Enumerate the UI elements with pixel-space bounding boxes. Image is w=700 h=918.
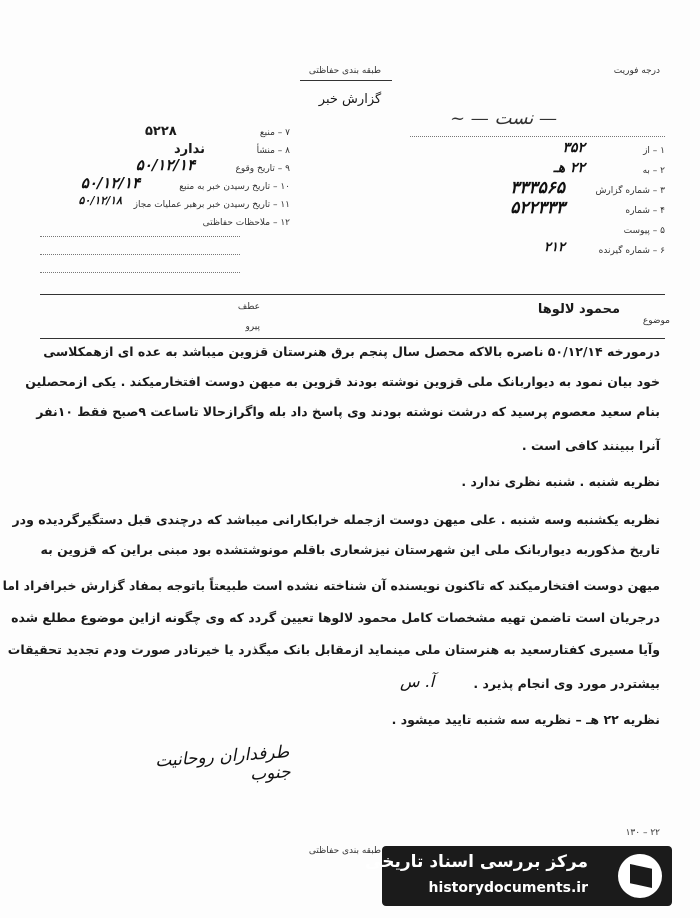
body-line-1: درمورخه ۵۰/۱۲/۱۴ ناصره بالاکه محصل سال پنجم برق هنرستان قزوین میباشد به عده ای ازهمکلاسی (43, 344, 660, 359)
body-line-5: نظریه شنبه . شنبه نظری ندارد . (461, 474, 660, 489)
classification-top-underline (300, 80, 392, 81)
left-dotted-line-2 (40, 254, 240, 255)
final-note: نظریه ۲۲ هـ – نظریه سه شنبه تایید میشود . (391, 712, 660, 727)
field-date-leader-value: ۵۰/۱۲/۱۸ (78, 194, 122, 207)
field-date-value: ۵۰/۱۲/۱۴ (135, 156, 195, 174)
field-source-value: ۵۲۲۸ (145, 124, 177, 139)
classification-bottom: طبقه بندی حفاظتی (308, 846, 382, 856)
field-number-value: ۵۲۲۳۳۳ (510, 198, 565, 218)
body-line-3: بنام سعید معصوم پرسید که درشت نوشته بودند وی پاسخ داد بله واگرازحالا تاساعت ۹صبح فقط ۱۰نفر (36, 404, 660, 419)
watermark-banner (365, 846, 672, 906)
field-origin-label: ۸ – منشأ (256, 146, 290, 156)
field-from-label: ۱ – از (643, 146, 665, 156)
right-fields-block (400, 108, 665, 278)
field-date-source-value: ۵۰/۱۲/۱۴ (80, 174, 140, 192)
document-priority-label: درجه فوریت (613, 66, 660, 76)
signature-initial: آ. س (400, 672, 435, 691)
left-dotted-line-3 (40, 272, 240, 273)
body-line-10: وآیا مسیری کفتارسعید به هنرستان ملی مینماید ازمقابل بانک میگذرد یا خیرتادر صورت ودم تجدید تحقیقات (7, 642, 660, 657)
field-date-source-label: ۱۰ – تاریخ رسیدن خبر به منبع (179, 182, 290, 192)
left-fields-block (40, 124, 290, 288)
field-date-label: ۹ – تاریخ وقوع (235, 164, 290, 174)
body-line-6: نظریه یکشنبه وسه شنبه . علی میهن دوست ازجمله خرابکارانی میباشد که درچندی قبل دستگیرگردیده ودر (12, 512, 660, 527)
field-origin-value: ندارد (173, 142, 205, 157)
stamp-scribble-icon: ~ — ﻧﺴﺖ — (450, 108, 558, 129)
body-line-7: تاریخ مذکوربه دیواربانک ملی این شهرستان نیزشعاری باقلم مونوشتشده بود مبنی براین که قزوین به (40, 542, 660, 557)
subject-separator (40, 338, 665, 339)
body-line-9: درجریان است تاضمن تهیه مشخصات کامل محمود لالوها تعیین گردد که وی چگونه ازاین موضوع مطلع شده (11, 610, 660, 625)
subject-label: موضوع (642, 316, 670, 326)
classification-top: طبقه بندی حفاظتی (308, 66, 382, 76)
field-from-value: ۳۵۲ (562, 140, 585, 156)
field-attachment-label: ۵ – پیوست (623, 226, 665, 236)
body-line-2: خود بیان نمود به دیواربانک ملی قزوین نوشته بودند قزوین به میهن دوست افتخارمیکند . یکی ازمحصلین (25, 374, 660, 389)
body-line-8: میهن دوست افتخارمیکند که تاکنون نویسنده آن شناخته نشده است طبیعتاً باتوجه بمفاد گزارش خبرافراد اما (2, 578, 660, 593)
report-title: گزارش خبر (318, 92, 382, 107)
left-dotted-line-1 (40, 236, 240, 237)
field-to-label: ۲ – به (642, 166, 665, 176)
header-separator (40, 294, 665, 295)
body-line-4: آنرا ببینند کافی است . (521, 438, 660, 453)
field-number-label: ۴ – شماره (625, 206, 665, 216)
field-report-number-value: ۳۳۳۵۶۵ (510, 178, 565, 198)
field-source-label: ۷ – منبع (259, 128, 290, 138)
attached-label: عطف (237, 302, 260, 312)
stamp-area (410, 108, 665, 137)
handwritten-margin-note: طرفداران روحانیت جنوب (154, 742, 292, 785)
watermark-url: historydocuments.ir (428, 880, 588, 896)
body-line-11: بیشتردر مورد وی انجام پذیرد . (473, 676, 660, 691)
subject-name: محمود لالوها (537, 302, 620, 317)
field-to-value: ۲۲ هـ (553, 160, 585, 176)
field-security-label: ۱۲ – ملاحظات حفاظتی (202, 218, 290, 228)
page-code: ۱۳۰ – ۲۲ (625, 828, 660, 838)
book-logo-icon (618, 854, 662, 898)
watermark-title: مرکز بررسی اسناد تاریخی (365, 852, 588, 872)
followup-label: پیرو (245, 322, 260, 332)
field-recipient-number-value: ۲۱۲ (544, 240, 565, 255)
field-report-number-label: ۳ – شماره گزارش (595, 186, 665, 196)
field-recipient-number-label: ۶ – شماره گیرنده (598, 246, 665, 256)
field-date-leader-label: ۱۱ – تاریخ رسیدن خبر برهبر عملیات مجاز (133, 200, 290, 210)
